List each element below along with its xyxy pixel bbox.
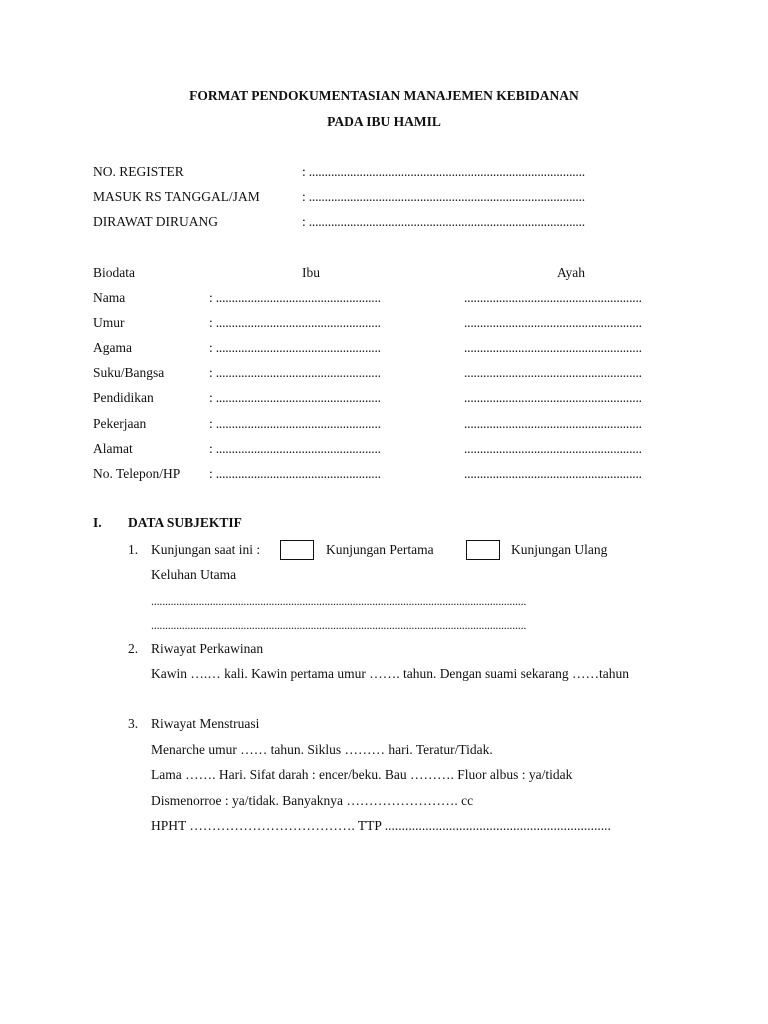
section-title: DATA SUBJEKTIF <box>128 515 242 530</box>
first-visit-checkbox[interactable] <box>280 540 314 560</box>
keluhan-field-line1[interactable]: ...................................................................................................................................... <box>151 594 527 608</box>
ibu-field[interactable]: : .................................................... <box>209 365 381 380</box>
biodata-row-label: No. Telepon/HP <box>93 466 181 481</box>
ibu-field[interactable]: : .................................................... <box>209 466 381 481</box>
ibu-field[interactable]: : .................................................... <box>209 315 381 330</box>
menstrual-line2[interactable]: Lama ……. Hari. Sifat darah : encer/beku. Bau ………. Fluor albus : ya/tidak <box>151 767 573 782</box>
ayah-field[interactable]: ........................................................ <box>464 416 642 431</box>
biodata-row-label: Agama <box>93 340 132 355</box>
biodata-col-ayah: Ayah <box>557 265 586 280</box>
ayah-field[interactable]: ........................................................ <box>464 441 642 456</box>
menstrual-line3[interactable]: Dismenorroe : ya/tidak. Banyaknya ……………………. cc <box>151 793 474 808</box>
biodata-heading: Biodata <box>93 265 135 280</box>
biodata-row-label: Suku/Bangsa <box>93 365 165 380</box>
ibu-field[interactable]: : .................................................... <box>209 390 381 405</box>
ibu-field[interactable]: : .................................................... <box>209 340 381 355</box>
ayah-field[interactable]: ........................................................ <box>464 390 642 405</box>
register-label: NO. REGISTER <box>93 164 184 179</box>
biodata-col-ibu: Ibu <box>302 265 320 280</box>
ayah-field[interactable]: ........................................................ <box>464 466 642 481</box>
ibu-field[interactable]: : .................................................... <box>209 441 381 456</box>
repeat-visit-label: Kunjungan Ulang <box>511 542 608 557</box>
item-number: 1. <box>128 542 139 557</box>
section-number: I. <box>93 515 102 530</box>
page-title-line2: PADA IBU HAMIL <box>327 114 441 129</box>
biodata-row-label: Pendidikan <box>93 390 154 405</box>
admission-date-field[interactable]: : ....................................................................................... <box>302 189 585 204</box>
menstrual-line1[interactable]: Menarche umur …… tahun. Siklus ……… hari. Teratur/Tidak. <box>151 742 493 757</box>
biodata-row-label: Umur <box>93 315 125 330</box>
ayah-field[interactable]: ........................................................ <box>464 365 642 380</box>
menstrual-history-label: Riwayat Menstruasi <box>151 716 260 731</box>
repeat-visit-checkbox[interactable] <box>466 540 500 560</box>
visit-label: Kunjungan saat ini : <box>151 542 261 557</box>
ibu-field[interactable]: : .................................................... <box>209 290 381 305</box>
marriage-history-text[interactable]: Kawin ….… kali. Kawin pertama umur ……. tahun. Dengan suami sekarang ……tahun <box>151 666 630 681</box>
ayah-field[interactable]: ........................................................ <box>464 340 642 355</box>
admission-date-label: MASUK RS TANGGAL/JAM <box>93 189 260 204</box>
biodata-row-label: Alamat <box>93 441 133 456</box>
ayah-field[interactable]: ........................................................ <box>464 290 642 305</box>
ward-field[interactable]: : ....................................................................................... <box>302 214 585 229</box>
register-field[interactable]: : ....................................................................................... <box>302 164 585 179</box>
item-number: 2. <box>128 641 139 656</box>
biodata-row-label: Nama <box>93 290 126 305</box>
menstrual-line4[interactable]: HPHT ………………………………. TTP ................................................................... <box>151 818 611 833</box>
keluhan-field-line2[interactable]: ...................................................................................................................................... <box>151 618 527 632</box>
ward-label: DIRAWAT DIRUANG <box>93 214 219 229</box>
ibu-field[interactable]: : .................................................... <box>209 416 381 431</box>
keluhan-label: Keluhan Utama <box>151 567 237 582</box>
page-title-line1: FORMAT PENDOKUMENTASIAN MANAJEMEN KEBIDANAN <box>189 88 579 103</box>
biodata-row-label: Pekerjaan <box>93 416 147 431</box>
ayah-field[interactable]: ........................................................ <box>464 315 642 330</box>
first-visit-label: Kunjungan Pertama <box>326 542 434 557</box>
marriage-history-label: Riwayat Perkawinan <box>151 641 264 656</box>
item-number: 3. <box>128 716 139 731</box>
